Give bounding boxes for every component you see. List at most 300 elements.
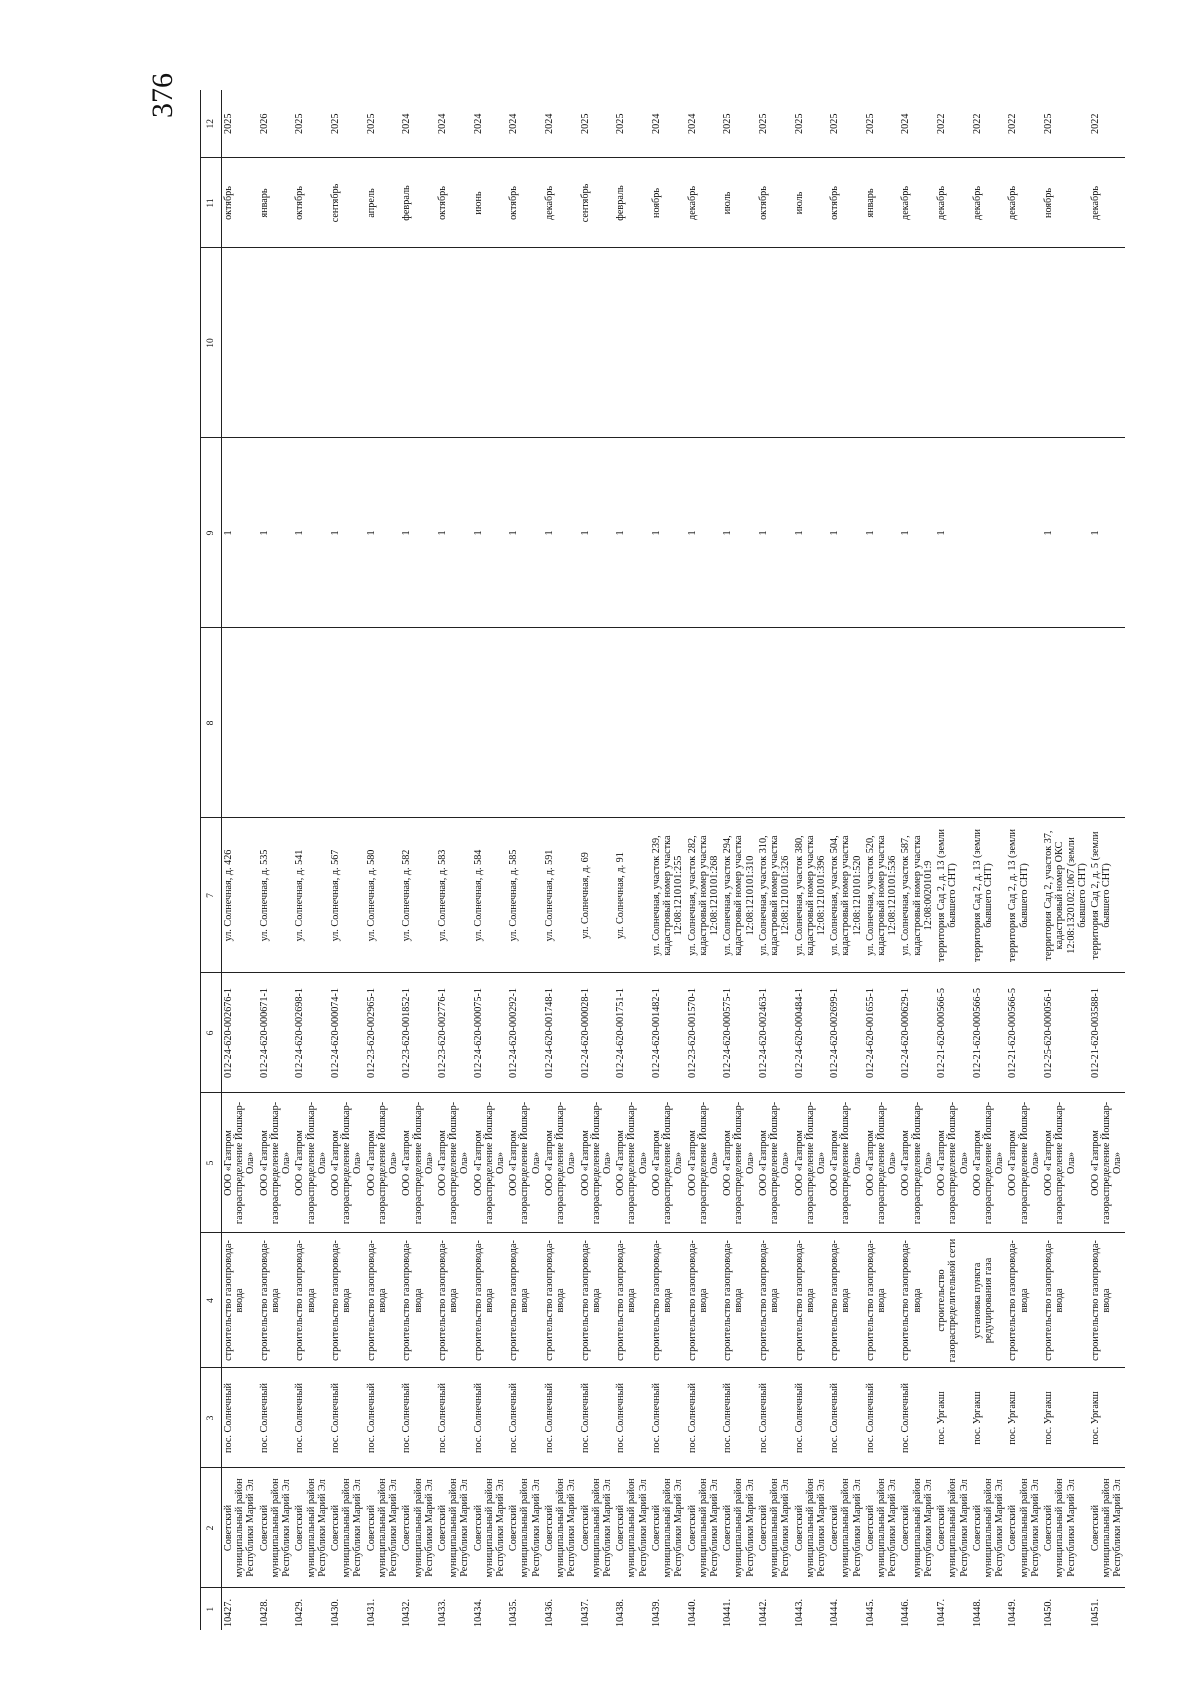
col9-cell: 1 [614,438,650,628]
col8-cell [757,628,793,818]
col9-cell: 1 [400,438,436,628]
district-cell: Советский муниципальный район Республики Марий Эл [507,1468,543,1588]
col10-cell [614,248,650,438]
year-cell: 2025 [293,90,329,158]
col10-cell [864,248,900,438]
column-header: 8 [201,628,222,818]
col8-cell [828,628,864,818]
registry-code-cell: 012-21-620-003588-1 [1089,973,1125,1093]
address-cell: ул. Солнечная, д. 426 [222,818,258,973]
col9-cell: 1 [828,438,864,628]
settlement-cell: пос. Солнечный [650,1368,686,1468]
col10-cell [1042,248,1089,438]
row-number: 10437. [579,1598,591,1627]
col10-cell [1089,248,1125,438]
district-cell: Советский муниципальный район Республики Марий Эл [293,1468,329,1588]
row-number: 10436. [543,1598,555,1627]
col8-cell [899,628,935,818]
col10-cell [828,248,864,438]
settlement-cell: пос. Ургакш [1042,1368,1089,1468]
col10-cell [686,248,722,438]
col9-cell: 1 [757,438,793,628]
address-cell: территория Сад 2, д. 5 (земли бывшего СНТ) [1089,818,1125,973]
settlement-cell: пос. Солнечный [793,1368,829,1468]
table-row [1089,90,1125,1630]
col10-cell [935,248,971,438]
col10-cell [472,248,508,438]
organization-cell: ООО «Газпром газораспределение Йошкар-Ола» [1089,1093,1125,1233]
organization-cell: ООО «Газпром газораспределение Йошкар-Ола» [899,1093,935,1233]
work-type-cell: строительство газопровода-ввода [650,1233,686,1368]
organization-cell: ООО «Газпром газораспределение Йошкар-Ола» [828,1093,864,1233]
address-cell: территория Сад 2, участок 37, кадастровый номер ОКС 12:08:1320102:1067 (земли бывшего СНТ) [1042,818,1089,973]
address-cell: ул. Солнечная, д. 69 [579,818,615,973]
district-cell: Советский муниципальный район Республики Марий Эл [1042,1468,1089,1588]
month-cell: декабрь [543,158,579,248]
registry-code-cell: 012-24-620-001751-1 [614,973,650,1093]
registry-code-cell: 012-24-620-000629-1 [899,973,935,1093]
district-cell: Советский муниципальный район Республики Марий Эл [543,1468,579,1588]
organization-cell: ООО «Газпром газораспределение Йошкар-Ола» [1006,1093,1042,1233]
row-number: 10433. [436,1598,448,1627]
year-cell: 2025 [828,90,864,158]
row-number: 10439. [650,1598,662,1627]
work-type-cell: строительство газопровода-ввода [436,1233,472,1368]
registry-code-cell: 012-21-620-000566-5 [935,973,971,1093]
organization-cell: ООО «Газпром газораспределение Йошкар-Ола» [507,1093,543,1233]
row-number: 10447. [936,1598,948,1627]
year-cell: 2025 [1042,90,1089,158]
work-type-cell: строительство газопровода-ввода [864,1233,900,1368]
registry-code-cell: 012-24-620-001482-1 [650,973,686,1093]
registry-code-cell: 012-24-620-000028-1 [579,973,615,1093]
col8-cell [579,628,615,818]
year-cell: 2022 [1006,90,1042,158]
work-type-cell: строительство газопровода-ввода [472,1233,508,1368]
row-number: 10429. [294,1598,306,1627]
year-cell: 2024 [400,90,436,158]
month-cell: июль [721,158,757,248]
address-cell: ул. Солнечная, участок 520, кадастровый номер участка 12:08:1210101:536 [864,818,900,973]
row-number: 10431. [365,1598,377,1627]
col8-cell [971,628,1007,818]
table-row [258,90,294,1630]
col8-cell [935,628,971,818]
year-cell: 2025 [222,90,258,158]
organization-cell: ООО «Газпром газораспределение Йошкар-Ола» [543,1093,579,1233]
col9-cell: 1 [650,438,686,628]
organization-cell: ООО «Газпром газораспределение Йошкар-Ола» [971,1093,1007,1233]
year-cell: 2024 [472,90,508,158]
address-cell: ул. Солнечная, участок 294, кадастровый номер участка 12:08:1210101:310 [721,818,757,973]
month-cell: октябрь [293,158,329,248]
settlement-cell: пос. Солнечный [507,1368,543,1468]
year-cell: 2024 [899,90,935,158]
row-number: 10428. [258,1598,270,1627]
district-cell: Советский муниципальный район Республики Марий Эл [1006,1468,1042,1588]
settlement-cell: пос. Ургакш [1089,1368,1125,1468]
year-cell: 2025 [793,90,829,158]
column-header: 11 [201,158,222,248]
col9-cell: 1 [1042,438,1089,628]
address-cell: ул. Солнечная, участок 310, кадастровый номер участка 12:08:1210101:326 [757,818,793,973]
col8-cell [436,628,472,818]
col9-cell: 1 [365,438,401,628]
table-header [201,90,222,1630]
col10-cell [507,248,543,438]
column-header: 4 [201,1233,222,1368]
year-cell: 2024 [507,90,543,158]
month-cell: октябрь [436,158,472,248]
column-header: 1 [201,1588,222,1630]
registry-code-cell: 012-24-620-001748-1 [543,973,579,1093]
address-cell: ул. Солнечная, участок 504, кадастровый номер участка 12:08:1210101:520 [828,818,864,973]
year-cell: 2022 [1089,90,1125,158]
organization-cell: ООО «Газпром газораспределение Йошкар-Ола» [650,1093,686,1233]
row-number: 10438. [615,1598,627,1627]
address-cell: ул. Солнечная, д. 567 [329,818,365,973]
column-header: 7 [201,818,222,973]
table-row [721,90,757,1630]
header-row [201,90,222,1630]
year-cell: 2025 [579,90,615,158]
registry-code-cell: 012-24-620-000575-1 [721,973,757,1093]
table-row [650,90,686,1630]
month-cell: декабрь [1006,158,1042,248]
col10-cell [793,248,829,438]
month-cell: январь [864,158,900,248]
district-cell: Советский муниципальный район Республики Марий Эл [579,1468,615,1588]
month-cell: июль [793,158,829,248]
row-number: 10441. [722,1598,734,1627]
col8-cell [686,628,722,818]
registry-code-cell: 012-21-620-000566-5 [971,973,1007,1093]
organization-cell: ООО «Газпром газораспределение Йошкар-Ола» [864,1093,900,1233]
year-cell: 2024 [650,90,686,158]
year-cell: 2025 [329,90,365,158]
table-row [365,90,401,1630]
table-row [899,90,935,1630]
month-cell: октябрь [507,158,543,248]
settlement-cell: пос. Ургакш [971,1368,1007,1468]
year-cell: 2024 [436,90,472,158]
settlement-cell: пос. Солнечный [222,1368,258,1468]
table-row [222,90,258,1630]
col10-cell [543,248,579,438]
address-cell: ул. Солнечная, участок 380, кадастровый номер участка 12:08:1210101:396 [793,818,829,973]
col10-cell [258,248,294,438]
col10-cell [579,248,615,438]
col8-cell [864,628,900,818]
year-cell: 2026 [258,90,294,158]
settlement-cell: пос. Ургакш [935,1368,971,1468]
col8-cell [365,628,401,818]
col9-cell: 1 [436,438,472,628]
registry-code-cell: 012-24-620-002463-1 [757,973,793,1093]
col10-cell [400,248,436,438]
settlement-cell: пос. Солнечный [686,1368,722,1468]
registry-table [200,90,1125,1630]
registry-code-cell: 012-23-620-002965-1 [365,973,401,1093]
year-cell: 2024 [543,90,579,158]
column-header: 12 [201,90,222,158]
col10-cell [365,248,401,438]
address-cell: ул. Солнечная, д. 582 [400,818,436,973]
organization-cell: ООО «Газпром газораспределение Йошкар-Ола» [472,1093,508,1233]
registry-code-cell: 012-25-620-000056-1 [1042,973,1089,1093]
col9-cell: 1 [507,438,543,628]
col9-cell: 1 [472,438,508,628]
col10-cell [436,248,472,438]
column-header: 2 [201,1468,222,1588]
district-cell: Советский муниципальный район Республики Марий Эл [971,1468,1007,1588]
col8-cell [329,628,365,818]
col8-cell [222,628,258,818]
row-number: 10448. [971,1598,983,1627]
work-type-cell: строительство газопровода-ввода [828,1233,864,1368]
col10-cell [757,248,793,438]
work-type-cell: строительство газопровода-ввода [1006,1233,1042,1368]
address-cell: ул. Солнечная, д. 541 [293,818,329,973]
year-cell: 2025 [721,90,757,158]
month-cell: апрель [365,158,401,248]
table-row [579,90,615,1630]
month-cell: декабрь [899,158,935,248]
address-cell: территория Сад 2, д. 13 (земли бывшего СНТ) [971,818,1007,973]
district-cell: Советский муниципальный район Республики Марий Эл [329,1468,365,1588]
work-type-cell: строительство газопровода-ввода [686,1233,722,1368]
address-cell: ул. Солнечная, д. 91 [614,818,650,973]
settlement-cell: пос. Ургакш [1006,1368,1042,1468]
table-row [757,90,793,1630]
district-cell: Советский муниципальный район Республики Марий Эл [614,1468,650,1588]
address-cell: ул. Солнечная, д. 584 [472,818,508,973]
organization-cell: ООО «Газпром газораспределение Йошкар-Ола» [579,1093,615,1233]
row-number: 10435. [508,1598,520,1627]
work-type-cell: строительство газопровода-ввода [793,1233,829,1368]
col8-cell [507,628,543,818]
work-type-cell: строительство газопровода-ввода [614,1233,650,1368]
year-cell: 2025 [365,90,401,158]
rotated-table-container [200,90,1124,1630]
month-cell: сентябрь [579,158,615,248]
work-type-cell: строительство газопровода-ввода [1042,1233,1089,1368]
month-cell: июнь [472,158,508,248]
organization-cell: ООО «Газпром газораспределение Йошкар-Ола» [793,1093,829,1233]
row-number: 10434. [472,1598,484,1627]
table-row [828,90,864,1630]
organization-cell: ООО «Газпром газораспределение Йошкар-Ола» [329,1093,365,1233]
month-cell: декабрь [1089,158,1125,248]
col10-cell [721,248,757,438]
work-type-cell: строительство газопровода-ввода [757,1233,793,1368]
col9-cell: 1 [935,438,971,628]
month-cell: октябрь [757,158,793,248]
registry-code-cell: 012-23-620-002776-1 [436,973,472,1093]
registry-code-cell: 012-24-620-002698-1 [293,973,329,1093]
month-cell: январь [258,158,294,248]
col8-cell [400,628,436,818]
row-number: 10450. [1043,1598,1055,1627]
registry-code-cell: 012-24-620-000074-1 [329,973,365,1093]
table-row [400,90,436,1630]
month-cell: февраль [614,158,650,248]
row-number: 10432. [401,1598,413,1627]
address-cell: ул. Солнечная, д. 583 [436,818,472,973]
settlement-cell: пос. Солнечный [721,1368,757,1468]
table-row [293,90,329,1630]
organization-cell: ООО «Газпром газораспределение Йошкар-Ола» [686,1093,722,1233]
month-cell: сентябрь [329,158,365,248]
organization-cell: ООО «Газпром газораспределение Йошкар-Ола» [935,1093,971,1233]
col9-cell: 1 [329,438,365,628]
table-body [222,90,1125,1630]
settlement-cell: пос. Солнечный [579,1368,615,1468]
row-number: 10443. [793,1598,805,1627]
address-cell: ул. Солнечная, д. 580 [365,818,401,973]
page-number: 376 [146,73,179,119]
organization-cell: ООО «Газпром газораспределение Йошкар-Ола» [222,1093,258,1233]
organization-cell: ООО «Газпром газораспределение Йошкар-Ола» [400,1093,436,1233]
col8-cell [293,628,329,818]
table-row [971,90,1007,1630]
col9-cell: 1 [293,438,329,628]
col10-cell [899,248,935,438]
column-header: 5 [201,1093,222,1233]
column-header: 9 [201,438,222,628]
month-cell: декабрь [686,158,722,248]
address-cell: территория Сад 2, д. 13 (земли бывшего СНТ) [1006,818,1042,973]
work-type-cell: строительство газопровода-ввода [293,1233,329,1368]
table-row [507,90,543,1630]
address-cell: ул. Солнечная, участок 239, кадастровый номер участка 12:08:1210101:255 [650,818,686,973]
settlement-cell: пос. Солнечный [329,1368,365,1468]
row-number: 10451. [1089,1598,1101,1627]
col10-cell [1006,248,1042,438]
col8-cell [614,628,650,818]
month-cell: октябрь [828,158,864,248]
district-cell: Советский муниципальный район Республики Марий Эл [365,1468,401,1588]
month-cell: декабрь [935,158,971,248]
settlement-cell: пос. Солнечный [400,1368,436,1468]
address-cell: ул. Солнечная, д. 585 [507,818,543,973]
organization-cell: ООО «Газпром газораспределение Йошкар-Ола» [293,1093,329,1233]
registry-code-cell: 012-24-620-002676-1 [222,973,258,1093]
registry-code-cell: 012-24-620-000075-1 [472,973,508,1093]
district-cell: Советский муниципальный район Республики Марий Эл [935,1468,971,1588]
year-cell: 2022 [935,90,971,158]
row-number: 10445. [864,1598,876,1627]
district-cell: Советский муниципальный район Республики Марий Эл [436,1468,472,1588]
settlement-cell: пос. Солнечный [293,1368,329,1468]
work-type-cell: строительство газораспределительной сети [935,1233,971,1368]
table-row [1042,90,1089,1630]
address-cell: ул. Солнечная, участок 282, кадастровый номер участка 12:08:1210101:268 [686,818,722,973]
month-cell: октябрь [222,158,258,248]
table-row [436,90,472,1630]
table-row [793,90,829,1630]
organization-cell: ООО «Газпром газораспределение Йошкар-Ола» [614,1093,650,1233]
address-cell: ул. Солнечная, участок 587, кадастровый номер участка 12:08:0020101:9 [899,818,935,973]
month-cell: ноябрь [1042,158,1089,248]
row-number: 10444. [829,1598,841,1627]
settlement-cell: пос. Солнечный [436,1368,472,1468]
district-cell: Советский муниципальный район Республики Марий Эл [472,1468,508,1588]
table-row [329,90,365,1630]
settlement-cell: пос. Солнечный [614,1368,650,1468]
work-type-cell: строительство газопровода-ввода [1089,1233,1125,1368]
table-row [472,90,508,1630]
col8-cell [721,628,757,818]
organization-cell: ООО «Газпром газораспределение Йошкар-Ола» [757,1093,793,1233]
work-type-cell: строительство газопровода-ввода [222,1233,258,1368]
year-cell: 2025 [757,90,793,158]
row-number: 10430. [329,1598,341,1627]
district-cell: Советский муниципальный район Республики Марий Эл [686,1468,722,1588]
organization-cell: ООО «Газпром газораспределение Йошкар-Ола» [365,1093,401,1233]
table-row [686,90,722,1630]
district-cell: Советский муниципальный район Республики Марий Эл [721,1468,757,1588]
table-row [1006,90,1042,1630]
col10-cell [971,248,1007,438]
registry-code-cell: 012-23-620-001852-1 [400,973,436,1093]
column-header: 3 [201,1368,222,1468]
address-cell: ул. Солнечная, д. 535 [258,818,294,973]
col9-cell [971,438,1007,628]
col9-cell: 1 [222,438,258,628]
row-number: 10442. [757,1598,769,1627]
organization-cell: ООО «Газпром газораспределение Йошкар-Ола» [1042,1093,1089,1233]
organization-cell: ООО «Газпром газораспределение Йошкар-Ола» [258,1093,294,1233]
col8-cell [543,628,579,818]
col9-cell [1006,438,1042,628]
row-number: 10440. [686,1598,698,1627]
col9-cell: 1 [258,438,294,628]
work-type-cell: строительство газопровода-ввода [721,1233,757,1368]
table-row [864,90,900,1630]
district-cell: Советский муниципальный район Республики Марий Эл [222,1468,258,1588]
col10-cell [293,248,329,438]
col8-cell [1089,628,1125,818]
settlement-cell: пос. Солнечный [899,1368,935,1468]
column-header: 10 [201,248,222,438]
address-cell: ул. Солнечная, д. 591 [543,818,579,973]
col10-cell [222,248,258,438]
district-cell: Советский муниципальный район Республики Марий Эл [793,1468,829,1588]
work-type-cell: строительство газопровода-ввода [329,1233,365,1368]
work-type-cell: установка пункта редуцирования газа [971,1233,1007,1368]
col8-cell [1006,628,1042,818]
district-cell: Советский муниципальный район Республики Марий Эл [864,1468,900,1588]
organization-cell: ООО «Газпром газораспределение Йошкар-Ола» [436,1093,472,1233]
col8-cell [1042,628,1089,818]
district-cell: Советский муниципальный район Республики Марий Эл [1089,1468,1125,1588]
col9-cell: 1 [1089,438,1125,628]
district-cell: Советский муниципальный район Республики Марий Эл [650,1468,686,1588]
col9-cell: 1 [899,438,935,628]
year-cell: 2025 [614,90,650,158]
district-cell: Советский муниципальный район Республики Марий Эл [400,1468,436,1588]
work-type-cell: строительство газопровода-ввода [365,1233,401,1368]
settlement-cell: пос. Солнечный [543,1368,579,1468]
col9-cell: 1 [721,438,757,628]
work-type-cell: строительство газопровода-ввода [400,1233,436,1368]
work-type-cell: строительство газопровода-ввода [258,1233,294,1368]
registry-code-cell: 012-24-620-002699-1 [828,973,864,1093]
year-cell: 2024 [686,90,722,158]
work-type-cell: строительство газопровода-ввода [543,1233,579,1368]
table-row [935,90,971,1630]
